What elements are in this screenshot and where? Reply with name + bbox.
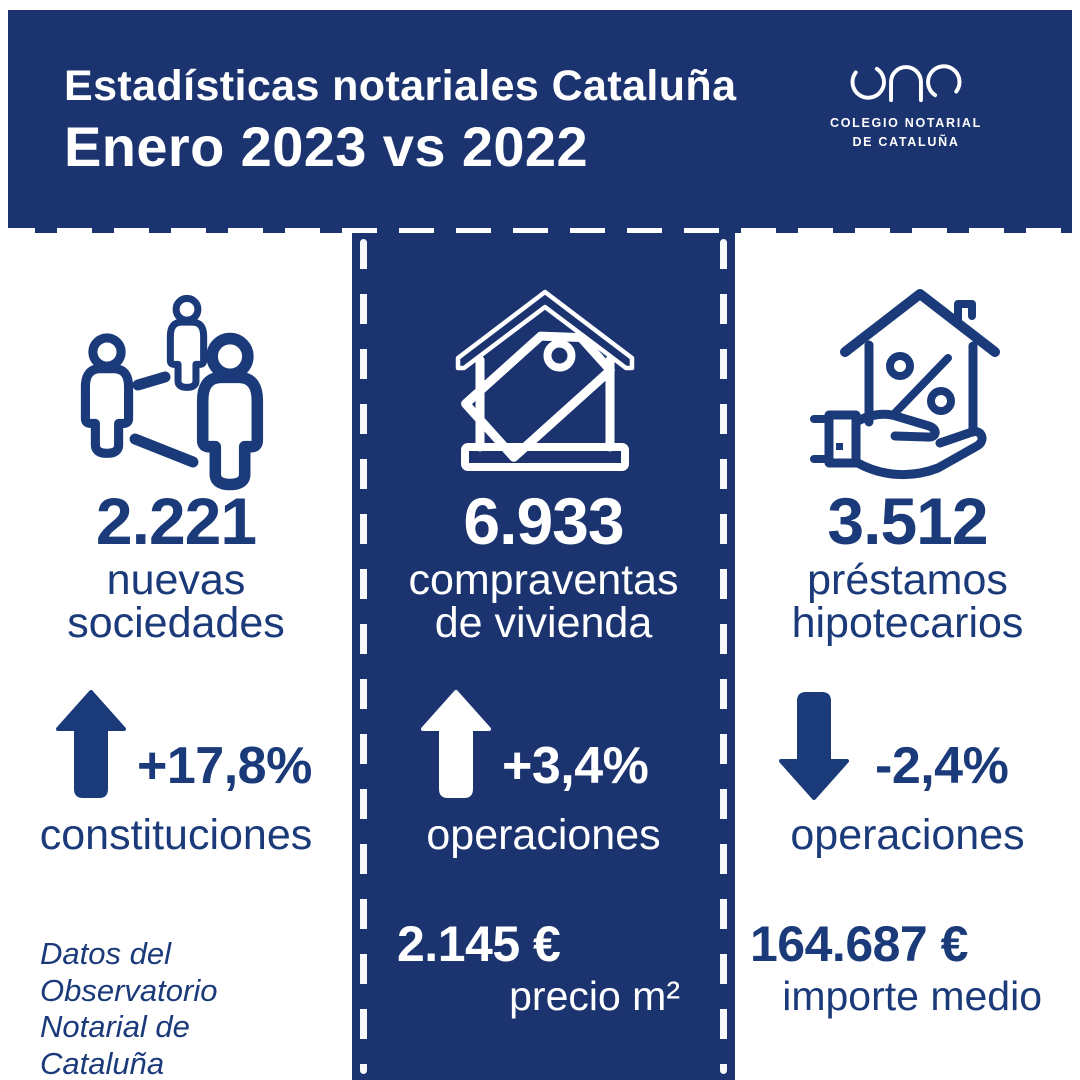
header xyxy=(8,10,1072,233)
arrow-up-icon xyxy=(55,688,127,800)
logo-text xyxy=(806,114,1006,153)
dashed-border-right xyxy=(720,239,727,1074)
stat-label xyxy=(352,556,735,647)
stat-label-line1: compraventas xyxy=(408,556,679,604)
arrow-down-icon xyxy=(778,690,850,802)
logo-line1: COLEGIO NOTARIAL xyxy=(830,116,982,130)
house-percent-hand-icon xyxy=(790,280,1020,495)
stat-value: 6.933 xyxy=(463,484,624,558)
stat-label xyxy=(0,556,352,647)
stat-label-line1: préstamos xyxy=(807,556,1008,604)
arrow-up-icon xyxy=(420,688,492,800)
stat-label-line1: nuevas xyxy=(106,556,246,604)
metric-value: 2.145 € xyxy=(397,916,561,972)
metric-label: importe medio xyxy=(782,973,1042,1019)
stat-label-line2: de vivienda xyxy=(434,599,653,647)
metric-value: 164.687 € xyxy=(750,916,968,972)
dashed-border-left xyxy=(360,239,367,1074)
column-nuevas-sociedades xyxy=(0,233,352,1080)
cnc-logo xyxy=(806,54,1006,153)
trend-value: +17,8% xyxy=(137,737,312,795)
column-prestamos-hipotecarios xyxy=(735,233,1080,1080)
house-price-tag-icon xyxy=(440,280,650,480)
trend-label: operaciones xyxy=(790,811,1025,859)
trend-label: operaciones xyxy=(426,811,661,859)
trend-value: +3,4% xyxy=(502,737,649,795)
stat-label xyxy=(735,556,1080,647)
page-subtitle: Enero 2023 vs 2022 xyxy=(64,115,589,178)
source-note: Datos del Observatorio Notarial de Cataluña xyxy=(40,936,218,1080)
trend-value: -2,4% xyxy=(875,737,1009,795)
people-network-icon xyxy=(70,285,280,495)
stat-value: 3.512 xyxy=(827,484,988,558)
stat-value: 2.221 xyxy=(95,484,257,558)
column-compraventas xyxy=(352,233,735,1080)
page-title: Estadísticas notariales Cataluña xyxy=(64,62,737,110)
cnc-logo-icon xyxy=(847,54,965,110)
trend-label: constituciones xyxy=(39,811,313,859)
stat-label-line2: hipotecarios xyxy=(791,599,1024,647)
logo-line2: DE CATALUÑA xyxy=(852,135,960,150)
stat-label-line2: sociedades xyxy=(67,599,285,647)
metric-label: precio m² xyxy=(509,973,680,1019)
